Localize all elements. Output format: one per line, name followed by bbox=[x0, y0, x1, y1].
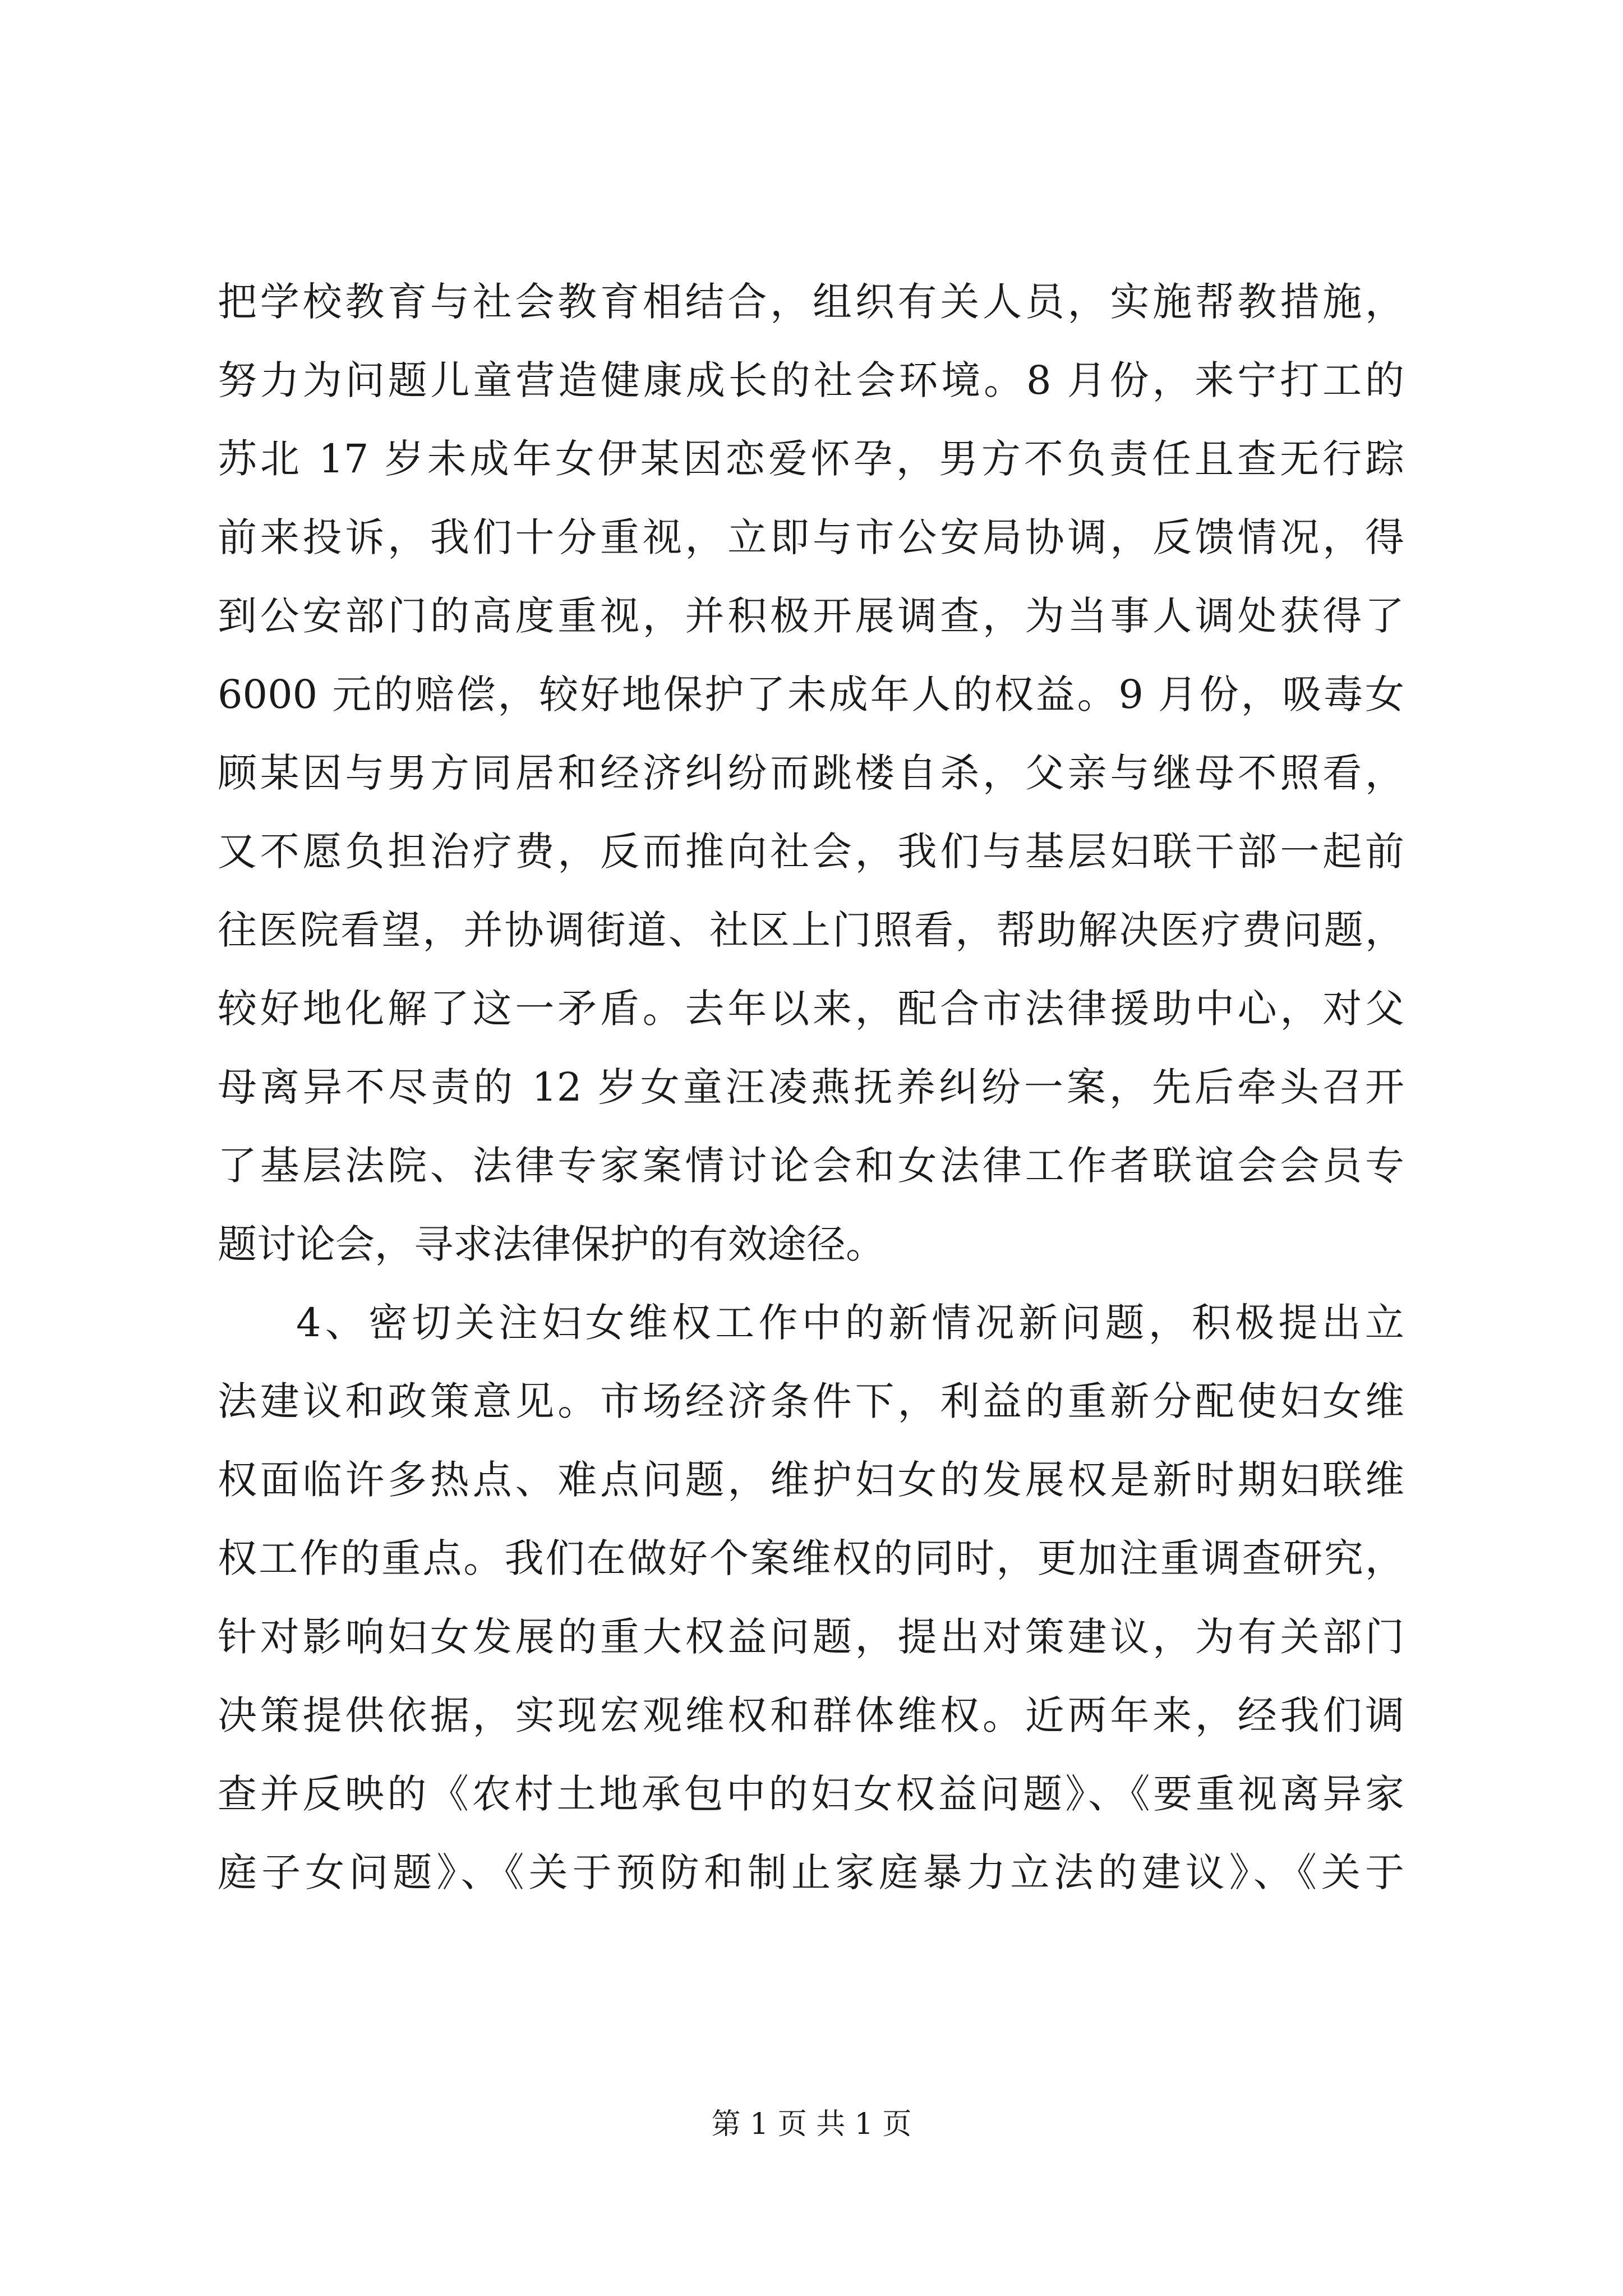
text-line: 题讨论会，寻求法律保护的有效途径。 bbox=[218, 1221, 885, 1267]
text-line: 苏北 17 岁未成年女伊某因恋爱怀孕，男方不负责任且查无行踪 bbox=[218, 436, 1404, 482]
text-line: 庭子女问题》、《关于预防和制止家庭暴力立法的建议》、《关于 bbox=[218, 1849, 1404, 1895]
paragraph-2 bbox=[218, 1283, 1404, 1912]
page-footer bbox=[0, 2105, 1623, 2144]
text-line: 较好地化解了这一矛盾。去年以来，配合市法律援助中心，对父 bbox=[218, 986, 1404, 1032]
text-line: 往医院看望，并协调街道、社区上门照看，帮助解决医疗费问题， bbox=[218, 907, 1404, 953]
page-number-label: 第 1 页 共 1 页 bbox=[711, 2108, 912, 2141]
text-line: 努力为问题儿童营造健康成长的社会环境。8 月份，来宁打工的 bbox=[218, 357, 1404, 403]
document-body bbox=[218, 263, 1404, 1912]
text-line: 母离异不尽责的 12 岁女童汪凌燕抚养纠纷一案，先后牵头召开 bbox=[218, 1064, 1404, 1110]
text-line: 决策提供依据，实现宏观维权和群体维权。近两年来，经我们调 bbox=[218, 1692, 1404, 1738]
text-line: 了基层法院、法律专家案情讨论会和女法律工作者联谊会会员专 bbox=[218, 1143, 1404, 1189]
text-line: 权面临许多热点、难点问题，维护妇女的发展权是新时期妇联维 bbox=[218, 1457, 1404, 1503]
text-line: 法建议和政策意见。市场经济条件下，利益的重新分配使妇女维 bbox=[218, 1378, 1404, 1424]
text-line: 把学校教育与社会教育相结合，组织有关人员，实施帮教措施， bbox=[218, 279, 1404, 325]
text-line: 又不愿负担治疗费，反而推向社会，我们与基层妇联干部一起前 bbox=[218, 829, 1404, 875]
text-line: 前来投诉，我们十分重视，立即与市公安局协调，反馈情况，得 bbox=[218, 514, 1404, 560]
text-line: 查并反映的《农村土地承包中的妇女权益问题》、《要重视离异家 bbox=[218, 1771, 1404, 1817]
text-line: 针对影响妇女发展的重大权益问题，提出对策建议，为有关部门 bbox=[218, 1614, 1404, 1660]
text-line: 到公安部门的高度重视，并积极开展调查，为当事人调处获得了 bbox=[218, 593, 1404, 639]
text-line: 4、密切关注妇女维权工作中的新情况新问题，积极提出立 bbox=[296, 1300, 1404, 1346]
text-line: 权工作的重点。我们在做好个案维权的同时，更加注重调查研究， bbox=[218, 1535, 1404, 1581]
text-line: 顾某因与男方同居和经济纠纷而跳楼自杀，父亲与继母不照看， bbox=[218, 750, 1404, 796]
paragraph-1 bbox=[218, 263, 1404, 1283]
text-line: 6000 元的赔偿，较好地保护了未成年人的权益。9 月份，吸毒女 bbox=[218, 671, 1404, 717]
